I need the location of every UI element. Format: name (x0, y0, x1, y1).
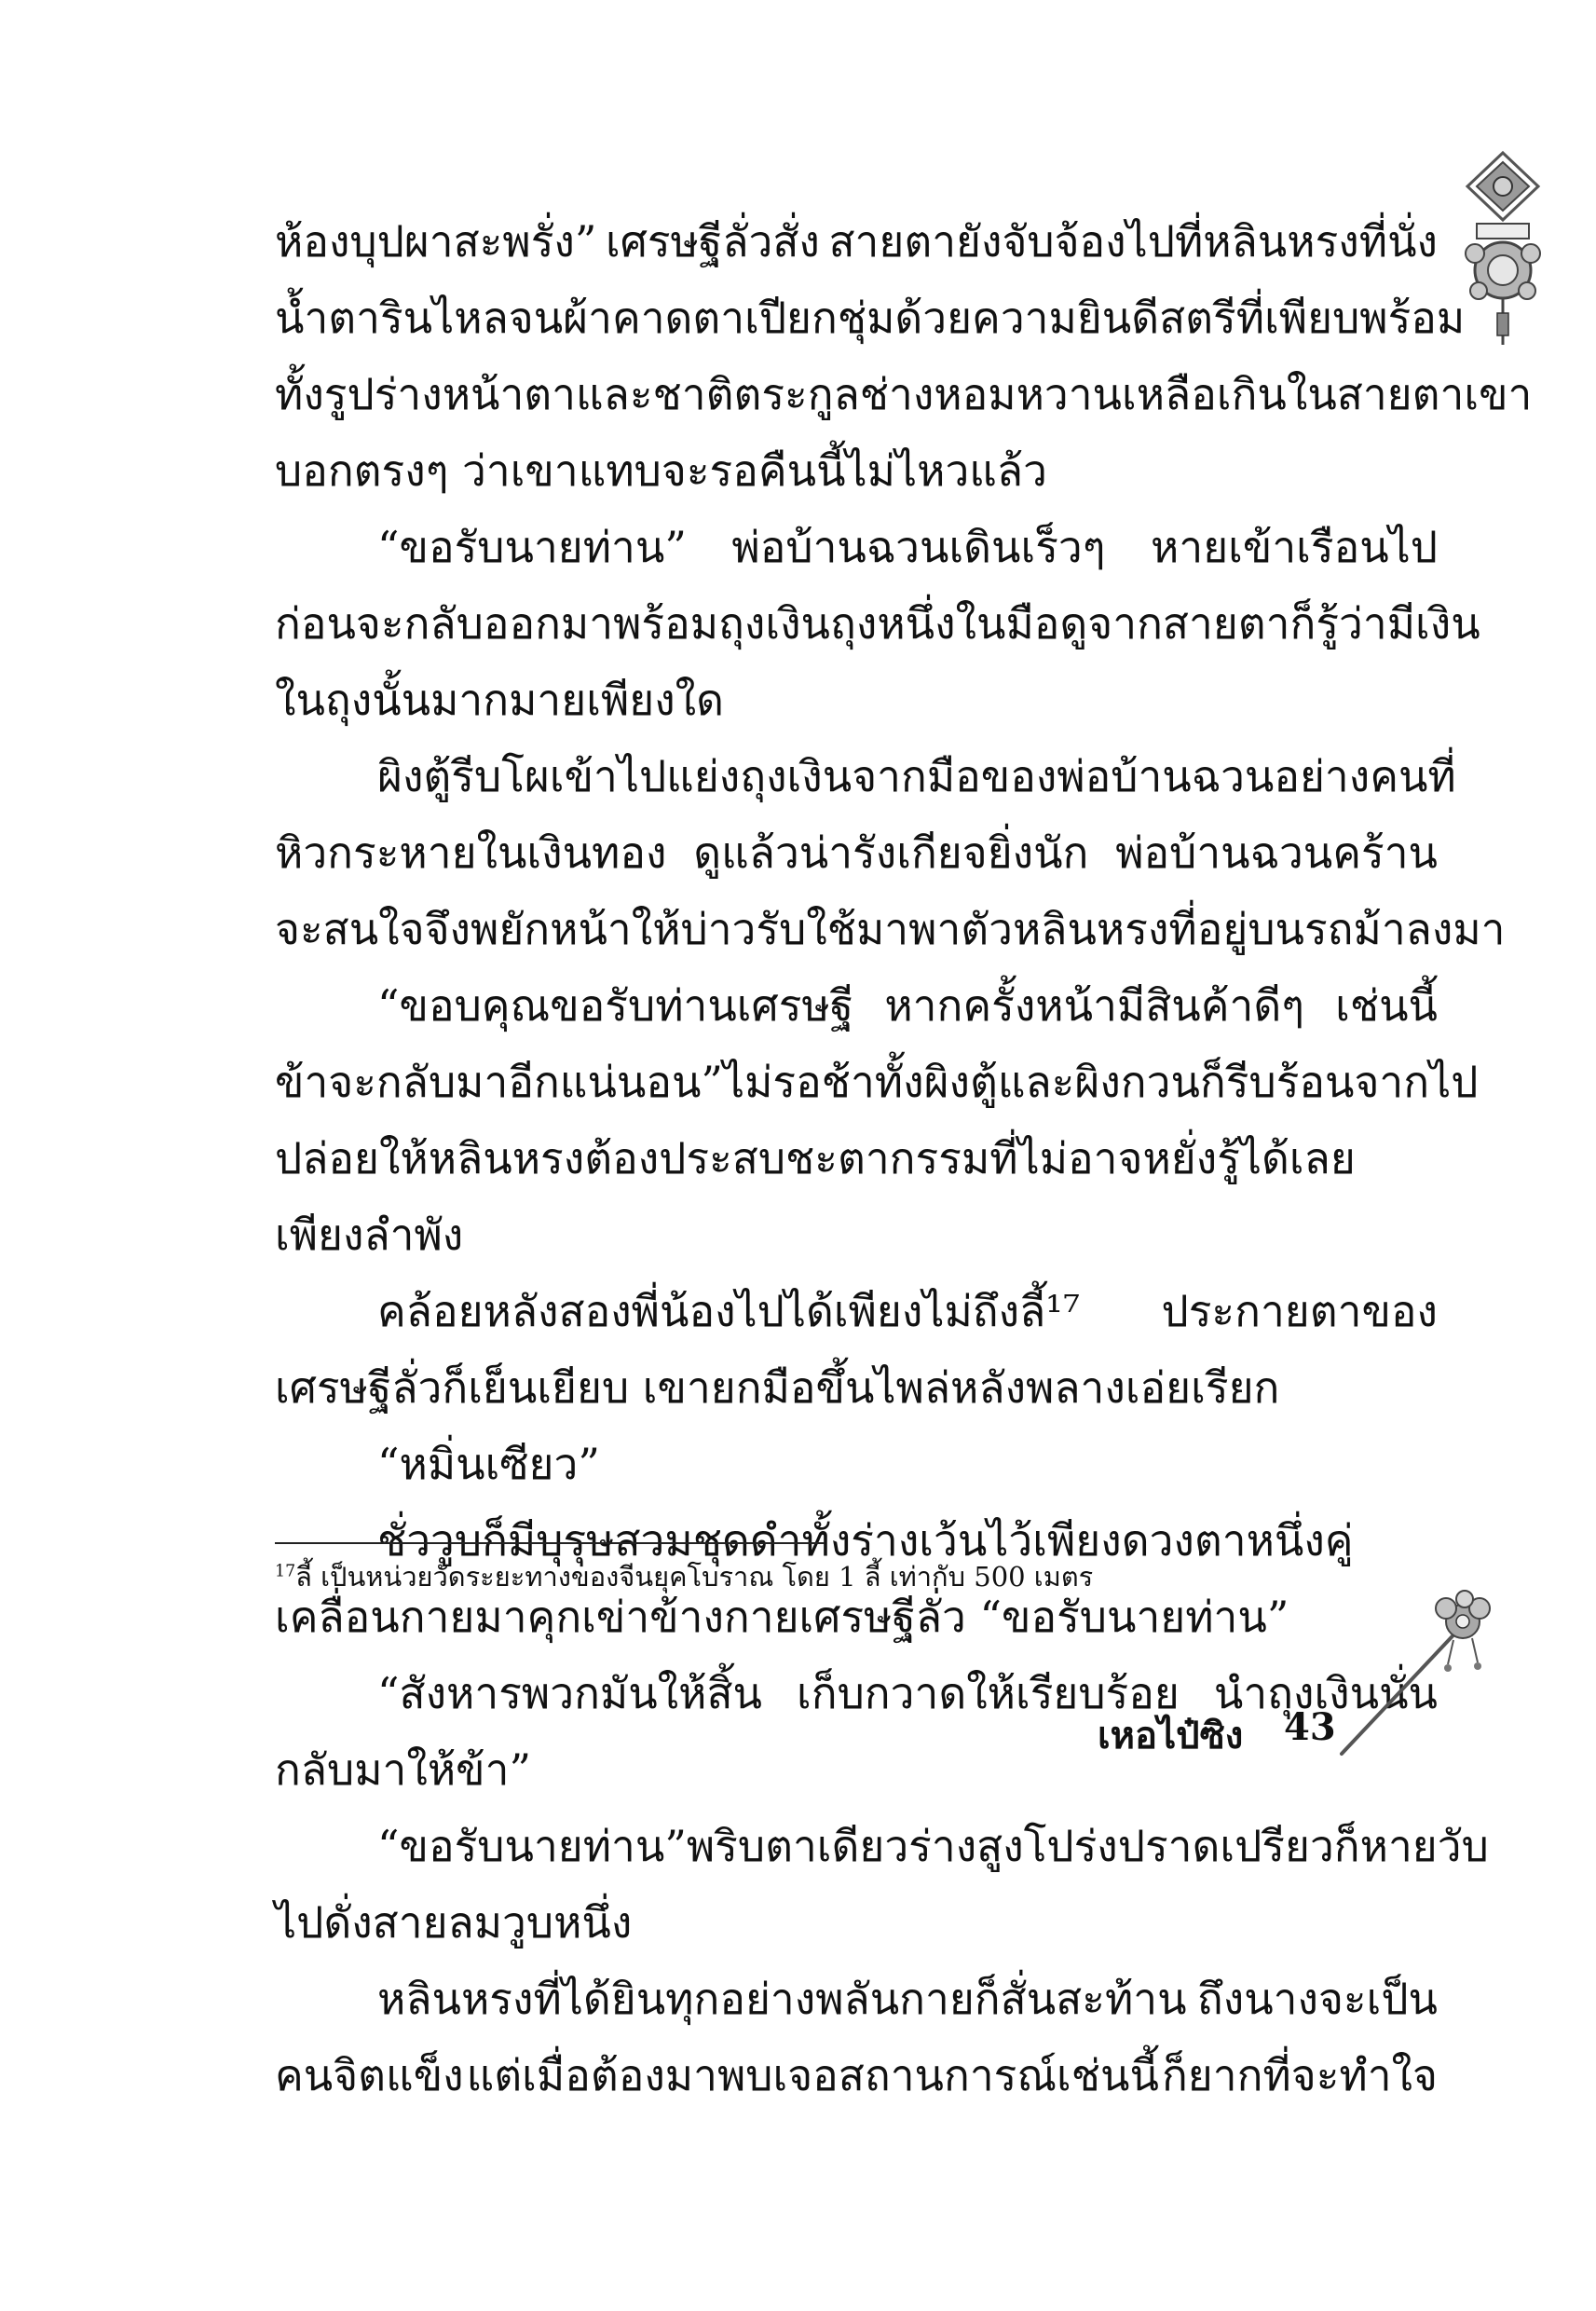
text-word: ปล่อยให้หลินหรงต้องประสบชะตากรรมที่ไม่อาจหยั่งรู้ได้เลย (275, 1133, 1356, 1183)
text-line (275, 1197, 1438, 1273)
text-word: หิวกระหายในเงินทอง (275, 827, 667, 878)
text-line (275, 1426, 1438, 1502)
footnote-text: ลี้ เป็นหน่วยวัดระยะทางของจีนยุคโบราณ โดย 1 ลี้ เท่ากับ 500 เมตร (295, 1561, 1094, 1593)
text-line (275, 967, 1438, 1044)
text-line (275, 1808, 1489, 1884)
text-line (275, 432, 1438, 509)
text-line (275, 891, 1506, 967)
text-word: พ่อบ้านฉวนคร้าน (1115, 827, 1438, 878)
text-line (275, 1731, 1438, 1808)
text-word: ก่อนจะกลับออกมาพร้อมถุงเงินถุงหนึ่งในมือ (275, 598, 1060, 649)
text-word: ถึงนางจะเป็น (1196, 1974, 1438, 2024)
text-line (275, 662, 1438, 738)
footnote-marker: 17 (275, 1562, 296, 1581)
page-number: 43 (1284, 1705, 1336, 1749)
text-line-content: ในถุงนั้นมากมายเพียงใด (275, 675, 725, 725)
text-line-content: กลับมาให้ข้า” (275, 1744, 531, 1795)
text-word: ดูแล้วน่ารังเกียจยิ่งนัก (693, 827, 1089, 878)
footnote (275, 1558, 1093, 1595)
text-line-content: เพียงลำพัง (275, 1210, 464, 1260)
text-word: นำถุงเงินนั่น (1213, 1668, 1438, 1718)
text-line (275, 814, 1438, 891)
text-word: เก็บกวาดให้เรียบร้อย (797, 1668, 1180, 1718)
text-line (275, 1655, 1438, 1731)
text-word: ทั้งรูปร่างหน้าตาและชาติตระกูลช่างหอมหวานเหลือเกินในสายตาเขา (275, 369, 1533, 419)
text-word: หายเข้าเรือนไป (1151, 522, 1438, 572)
text-word: ห้องบุปผาสะพรั่ง” (275, 216, 597, 267)
text-line-content: จะสนใจจึงพยักหน้าให้บ่าวรับใช้มาพาตัวหลินหรงที่อยู่บนรถม้าลงมา (275, 904, 1506, 954)
text-line (275, 1044, 1479, 1120)
text-word: คล้อยหลังสองพี่น้องไปได้เพียงไม่ถึงลี้¹⁷ (377, 1286, 1081, 1336)
text-word: “ขอรับนายท่าน” (377, 1821, 687, 1871)
text-line-content: บอกตรงๆ ว่าเขาแทบจะรอคืนนี้ไม่ไหวแล้ว (275, 445, 1047, 496)
text-word: ดูจากสายตาก็รู้ว่ามีเงิน (1059, 598, 1480, 649)
text-line (275, 1273, 1438, 1349)
text-word: “ขอรับนายท่าน” (377, 522, 687, 572)
text-word: แต่เมื่อต้องมาพบเจอสถานการณ์เช่นนี้ (466, 2050, 1159, 2100)
flower-hairpin-icon (1323, 1584, 1500, 1761)
text-line (275, 585, 1480, 662)
text-line (275, 2037, 1438, 2113)
running-title: เหอไป๋ซิง (1098, 1714, 1244, 1757)
text-line-content: “หมิ่นเซียว” (377, 1439, 600, 1489)
text-word: “สังหารพวกมันให้สิ้น (377, 1668, 762, 1718)
text-word: ชั่ววูบก็มีบุรุษสวมชุดดำทั้งร่างเว้นไว้เพียงดวงตาหนึ่งคู่ (377, 1515, 1354, 1566)
text-line-content: ไปดั่งสายลมวูบหนึ่ง (275, 1897, 633, 1948)
footnote-divider (275, 1542, 825, 1544)
text-line (275, 1884, 1438, 1961)
text-word: เช่นนี้ (1335, 980, 1438, 1031)
text-word: สายตายังจับจ้องไปที่หลินหรงที่นั่ง (828, 216, 1438, 267)
text-word: ข้าจะกลับมาอีกแน่นอน” (275, 1057, 723, 1107)
text-word: หลินหรงที่ได้ยินทุกอย่างพลันกายก็สั่นสะท้าน (377, 1974, 1187, 2024)
text-word: สตรีที่เพียบพร้อม (1159, 293, 1466, 343)
text-line (275, 203, 1438, 280)
text-word: น้ำตารินไหลจนผ้าคาดตาเปียกชุ่มด้วยความยินดี (275, 293, 1160, 343)
diamond-seal-ornament-icon (1458, 149, 1548, 354)
text-word: ไม่รอช้าทั้งผิงตู้และผิงกวนก็รีบร้อนจากไป (722, 1057, 1479, 1107)
text-line (275, 280, 1466, 356)
text-word: เศรษฐีลั่วสั่ง (605, 216, 820, 267)
body-text (275, 203, 1533, 2113)
text-line (275, 1120, 1438, 1197)
text-word: “ขอบคุณขอรับท่านเศรษฐี (377, 980, 854, 1031)
text-word: คนจิตแข็ง (275, 2050, 464, 2100)
text-line-content: เคลื่อนกายมาคุกเข่าข้างกายเศรษฐีลั่ว “ขอรับนายท่าน” (275, 1592, 1289, 1642)
text-line (275, 1961, 1438, 2037)
text-line (275, 356, 1533, 432)
text-word: พริบตาเดียวร่างสูงโปร่งปราดเปรียวก็หายวับ (686, 1821, 1489, 1871)
text-word: พ่อบ้านฉวนเดินเร็วๆ (731, 522, 1106, 572)
text-line-content: เศรษฐีลั่วก็เย็นเยียบ เขายกมือขึ้นไพล่หลังพลางเอ่ยเรียก (275, 1362, 1280, 1413)
text-word: หากครั้งหน้ามีสินค้าดีๆ (884, 980, 1304, 1031)
text-word: ประกายตาของ (1161, 1286, 1438, 1336)
text-line (275, 509, 1438, 585)
text-line (275, 1349, 1438, 1426)
text-word: ผิงตู้รีบโผเข้าไปแย่งถุงเงินจากมือของพ่อบ้านฉวนอย่างคนที่ (377, 751, 1456, 801)
text-word: ก็ยากที่จะทำใจ (1161, 2050, 1438, 2100)
text-line (275, 738, 1456, 814)
